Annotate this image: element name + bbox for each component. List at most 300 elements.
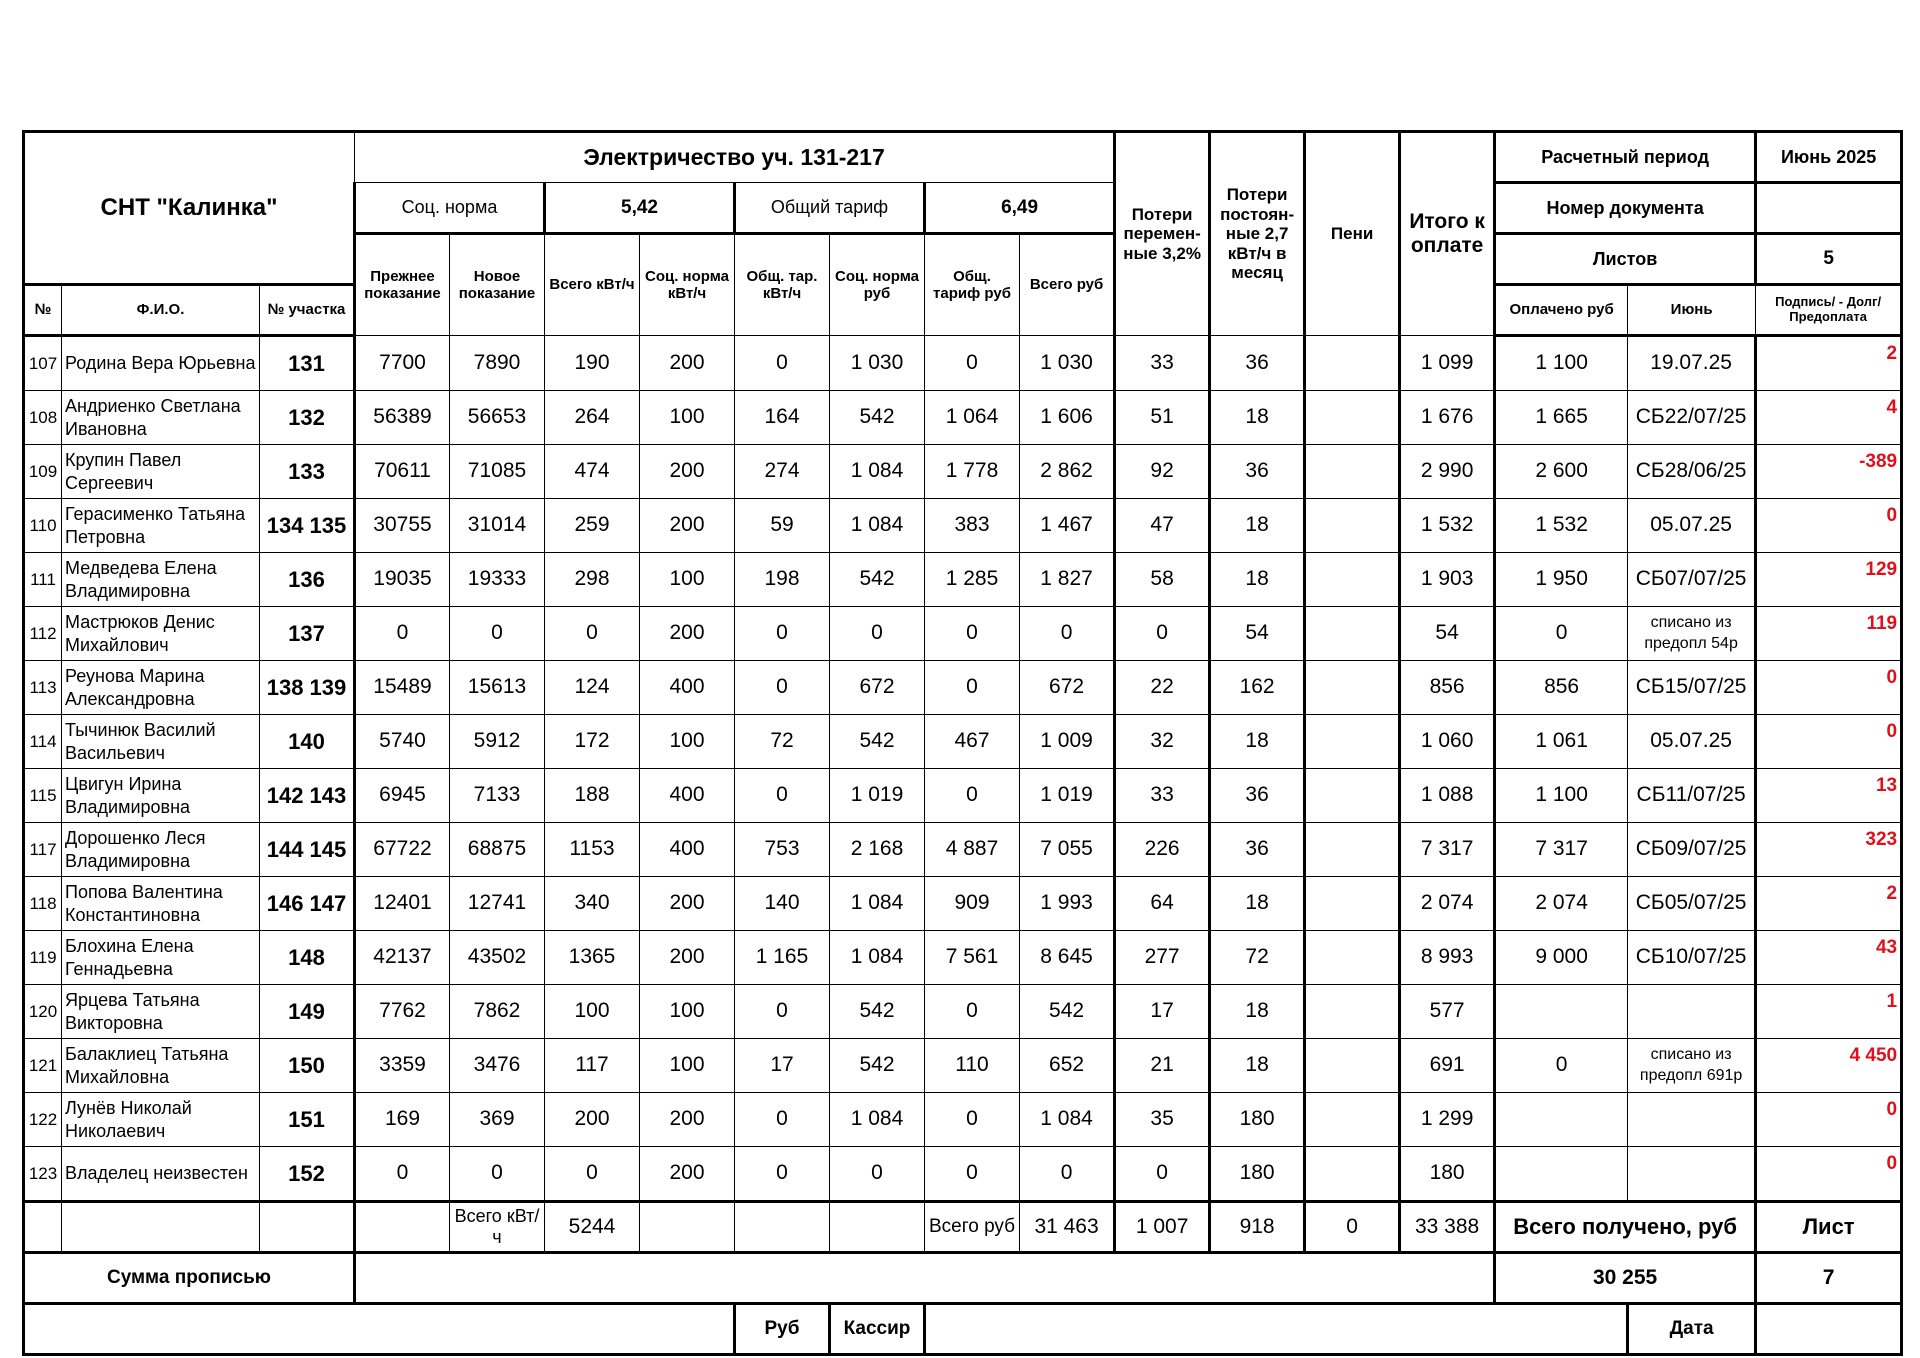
sum-words-value: [355, 1253, 1495, 1304]
table-row: [24, 445, 1902, 499]
prev-reading: 19035: [355, 553, 450, 607]
loss-var: 32: [1115, 715, 1210, 769]
total-kwh: 124: [545, 661, 640, 715]
gen-rub: 0: [925, 985, 1020, 1039]
col-sign: Подпись/ - Долг/Предоплата: [1756, 285, 1902, 336]
owner-name: Блохина Елена Геннадьевна: [62, 931, 260, 985]
plot-number: 133: [260, 445, 355, 499]
penalty: [1305, 931, 1400, 985]
owner-name: Ярцева Татьяна Викторовна: [62, 985, 260, 1039]
row-number: 109: [24, 445, 62, 499]
totals-penalty: 0: [1305, 1202, 1400, 1253]
balance: 0: [1756, 715, 1902, 769]
loss-var: 35: [1115, 1093, 1210, 1147]
gen-rub: 0: [925, 607, 1020, 661]
owner-name: Крупин Павел Сергеевич: [62, 445, 260, 499]
plot-number: 137: [260, 607, 355, 661]
new-reading: 12741: [450, 877, 545, 931]
soc-rub: 2 168: [830, 823, 925, 877]
prev-reading: 169: [355, 1093, 450, 1147]
paid-rub: 9 000: [1495, 931, 1628, 985]
total-kwh: 190: [545, 336, 640, 391]
soc-kwh: 100: [640, 391, 735, 445]
total-rub: 1 084: [1020, 1093, 1115, 1147]
total-kwh: 259: [545, 499, 640, 553]
table-row: [24, 661, 1902, 715]
soc-rub: 1 030: [830, 336, 925, 391]
prev-reading: 67722: [355, 823, 450, 877]
col-plot: № участка: [260, 285, 355, 336]
penalty: [1305, 391, 1400, 445]
payment-note: СБ11/07/25: [1628, 769, 1756, 823]
table-row: [24, 391, 1902, 445]
loss-const: 18: [1210, 1039, 1305, 1093]
balance: 129: [1756, 553, 1902, 607]
rub-label: Руб: [735, 1304, 830, 1355]
soc-rub: 1 019: [830, 769, 925, 823]
soc-kwh: 400: [640, 823, 735, 877]
tariff-value: 6,49: [925, 183, 1115, 234]
gen-kwh: 59: [735, 499, 830, 553]
loss-const: 72: [1210, 931, 1305, 985]
total-rub: 1 993: [1020, 877, 1115, 931]
new-reading: 19333: [450, 553, 545, 607]
penalty: [1305, 607, 1400, 661]
col-total-due: Итого к оплате: [1400, 132, 1495, 336]
total-kwh: 117: [545, 1039, 640, 1093]
paid-rub: 0: [1495, 607, 1628, 661]
penalty: [1305, 985, 1400, 1039]
totals-loss-var: 1 007: [1115, 1202, 1210, 1253]
table-row: [24, 499, 1902, 553]
total-due: 577: [1400, 985, 1495, 1039]
soc-rub: 542: [830, 715, 925, 769]
owner-name: Балаклиец Татьяна Михайловна: [62, 1039, 260, 1093]
balance: 4: [1756, 391, 1902, 445]
owner-name: Лунёв Николай Николаевич: [62, 1093, 260, 1147]
gen-rub: 7 561: [925, 931, 1020, 985]
soc-rub: 0: [830, 607, 925, 661]
total-due: 1 099: [1400, 336, 1495, 391]
total-kwh: 172: [545, 715, 640, 769]
balance: 0: [1756, 499, 1902, 553]
gen-kwh: 0: [735, 661, 830, 715]
table-row: [24, 1093, 1902, 1147]
period-value: Июнь 2025: [1756, 132, 1902, 183]
balance: 1: [1756, 985, 1902, 1039]
owner-name: Тычинюк Василий Васильевич: [62, 715, 260, 769]
row-number: 115: [24, 769, 62, 823]
total-rub: 1 827: [1020, 553, 1115, 607]
loss-const: 18: [1210, 391, 1305, 445]
col-losses-var: Потери перемен-ные 3,2%: [1115, 132, 1210, 336]
plot-number: 146 147: [260, 877, 355, 931]
total-rub: 0: [1020, 607, 1115, 661]
balance: 13: [1756, 769, 1902, 823]
prev-reading: 42137: [355, 931, 450, 985]
paid-rub: 2 074: [1495, 877, 1628, 931]
payment-note: СБ22/07/25: [1628, 391, 1756, 445]
loss-var: 0: [1115, 1147, 1210, 1202]
penalty: [1305, 715, 1400, 769]
prev-reading: 12401: [355, 877, 450, 931]
owner-name: Родина Вера Юрьевна: [62, 336, 260, 391]
loss-const: 36: [1210, 445, 1305, 499]
gen-rub: 1 778: [925, 445, 1020, 499]
row-number: 117: [24, 823, 62, 877]
plot-number: 151: [260, 1093, 355, 1147]
totals-rub-value: 31 463: [1020, 1202, 1115, 1253]
paid-rub: 1 665: [1495, 391, 1628, 445]
row-number: 119: [24, 931, 62, 985]
paid-rub: [1495, 1147, 1628, 1202]
gen-kwh: 0: [735, 769, 830, 823]
total-kwh: 100: [545, 985, 640, 1039]
table-row: [24, 1039, 1902, 1093]
total-due: 1 299: [1400, 1093, 1495, 1147]
col-soc-kwh: Соц. норма кВт/ч: [640, 234, 735, 336]
doc-number-label: Номер документа: [1495, 183, 1756, 234]
owner-name: Андриенко Светлана Ивановна: [62, 391, 260, 445]
total-due: 54: [1400, 607, 1495, 661]
penalty: [1305, 661, 1400, 715]
date-label: Дата: [1628, 1304, 1756, 1355]
gen-kwh: 164: [735, 391, 830, 445]
total-rub: 1 009: [1020, 715, 1115, 769]
penalty: [1305, 336, 1400, 391]
org-name: СНТ "Калинка": [24, 132, 355, 285]
plot-number: 148: [260, 931, 355, 985]
row-number: 118: [24, 877, 62, 931]
table-row: [24, 985, 1902, 1039]
doc-number-value: [1756, 183, 1902, 234]
totals-loss-const: 918: [1210, 1202, 1305, 1253]
gen-kwh: 274: [735, 445, 830, 499]
loss-const: 162: [1210, 661, 1305, 715]
soc-kwh: 200: [640, 931, 735, 985]
total-due: 1 532: [1400, 499, 1495, 553]
cashier-signature: [925, 1304, 1628, 1355]
statement-table: [22, 130, 1903, 1356]
col-total-rub: Всего руб: [1020, 234, 1115, 336]
owner-name: Медведева Елена Владимировна: [62, 553, 260, 607]
row-number: 122: [24, 1093, 62, 1147]
total-due: 856: [1400, 661, 1495, 715]
col-penalty: Пени: [1305, 132, 1400, 336]
loss-const: 54: [1210, 607, 1305, 661]
gen-rub: 909: [925, 877, 1020, 931]
total-due: 8 993: [1400, 931, 1495, 985]
col-losses-const: Потери постоян-ные 2,7 кВт/ч в месяц: [1210, 132, 1305, 336]
soc-kwh: 200: [640, 499, 735, 553]
total-due: 691: [1400, 1039, 1495, 1093]
prev-reading: 0: [355, 1147, 450, 1202]
total-due: 180: [1400, 1147, 1495, 1202]
date-value: [1756, 1304, 1902, 1355]
soc-rub: 542: [830, 1039, 925, 1093]
received-label: Всего получено, руб: [1495, 1202, 1756, 1253]
col-gen-kwh: Общ. тар. кВт/ч: [735, 234, 830, 336]
loss-var: 58: [1115, 553, 1210, 607]
new-reading: 7862: [450, 985, 545, 1039]
paid-rub: 1 061: [1495, 715, 1628, 769]
paid-rub: 856: [1495, 661, 1628, 715]
payment-note: списано из предопл 54р: [1628, 607, 1756, 661]
paid-rub: 7 317: [1495, 823, 1628, 877]
plot-number: 134 135: [260, 499, 355, 553]
total-kwh: 340: [545, 877, 640, 931]
col-month: Июнь: [1628, 285, 1756, 336]
loss-const: 36: [1210, 336, 1305, 391]
owner-name: Мастрюков Денис Михайлович: [62, 607, 260, 661]
soc-rub: 542: [830, 391, 925, 445]
col-paid: Оплачено руб: [1495, 285, 1628, 336]
soc-rub: 542: [830, 985, 925, 1039]
loss-var: 0: [1115, 607, 1210, 661]
plot-number: 149: [260, 985, 355, 1039]
plot-number: 144 145: [260, 823, 355, 877]
row-number: 108: [24, 391, 62, 445]
total-kwh: 1365: [545, 931, 640, 985]
plot-number: 142 143: [260, 769, 355, 823]
paid-rub: 1 950: [1495, 553, 1628, 607]
table-row: [24, 931, 1902, 985]
prev-reading: 70611: [355, 445, 450, 499]
tariff-label: Общий тариф: [735, 183, 925, 234]
loss-var: 226: [1115, 823, 1210, 877]
total-rub: 8 645: [1020, 931, 1115, 985]
owner-name: Дорошенко Леся Владимировна: [62, 823, 260, 877]
sheet-value: 7: [1756, 1253, 1902, 1304]
balance: 43: [1756, 931, 1902, 985]
total-due: 2 990: [1400, 445, 1495, 499]
new-reading: 31014: [450, 499, 545, 553]
soc-rub: 1 084: [830, 877, 925, 931]
total-kwh: 298: [545, 553, 640, 607]
total-kwh: 0: [545, 607, 640, 661]
gen-rub: 4 887: [925, 823, 1020, 877]
gen-kwh: 0: [735, 607, 830, 661]
total-kwh: 0: [545, 1147, 640, 1202]
owner-name: Цвигун Ирина Владимировна: [62, 769, 260, 823]
gen-kwh: 0: [735, 985, 830, 1039]
row-number: 107: [24, 336, 62, 391]
row-number: 110: [24, 499, 62, 553]
electricity-statement-sheet: [22, 130, 1900, 1340]
soc-rub: 1 084: [830, 931, 925, 985]
row-number: 121: [24, 1039, 62, 1093]
col-gen-rub: Общ. тариф руб: [925, 234, 1020, 336]
sum-row: [24, 1253, 1902, 1304]
soc-kwh: 400: [640, 769, 735, 823]
table-row: [24, 607, 1902, 661]
payment-note: СБ05/07/25: [1628, 877, 1756, 931]
soc-kwh: 100: [640, 553, 735, 607]
total-rub: 2 862: [1020, 445, 1115, 499]
soc-kwh: 100: [640, 1039, 735, 1093]
payment-note: СБ10/07/25: [1628, 931, 1756, 985]
prev-reading: 0: [355, 607, 450, 661]
row-number: 120: [24, 985, 62, 1039]
payment-note: 19.07.25: [1628, 336, 1756, 391]
new-reading: 3476: [450, 1039, 545, 1093]
total-rub: 1 467: [1020, 499, 1115, 553]
payment-note: 05.07.25: [1628, 499, 1756, 553]
soc-kwh: 200: [640, 1147, 735, 1202]
total-rub: 0: [1020, 1147, 1115, 1202]
gen-rub: 0: [925, 661, 1020, 715]
gen-kwh: 72: [735, 715, 830, 769]
soc-kwh: 100: [640, 985, 735, 1039]
loss-const: 18: [1210, 553, 1305, 607]
balance: 4 450: [1756, 1039, 1902, 1093]
penalty: [1305, 769, 1400, 823]
plot-number: 136: [260, 553, 355, 607]
loss-const: 36: [1210, 823, 1305, 877]
gen-kwh: 1 165: [735, 931, 830, 985]
gen-rub: 0: [925, 1147, 1020, 1202]
balance: 0: [1756, 1147, 1902, 1202]
table-row: [24, 336, 1902, 391]
loss-const: 18: [1210, 715, 1305, 769]
owner-name: Герасименко Татьяна Петровна: [62, 499, 260, 553]
period-label: Расчетный период: [1495, 132, 1756, 183]
paid-rub: [1495, 985, 1628, 1039]
penalty: [1305, 499, 1400, 553]
total-rub: 1 606: [1020, 391, 1115, 445]
loss-const: 18: [1210, 499, 1305, 553]
gen-rub: 467: [925, 715, 1020, 769]
total-kwh: 264: [545, 391, 640, 445]
prev-reading: 5740: [355, 715, 450, 769]
gen-kwh: 0: [735, 1093, 830, 1147]
loss-var: 33: [1115, 336, 1210, 391]
prev-reading: 7700: [355, 336, 450, 391]
owner-name: Попова Валентина Константиновна: [62, 877, 260, 931]
total-kwh: 200: [545, 1093, 640, 1147]
table-row: [24, 1147, 1902, 1202]
prev-reading: 6945: [355, 769, 450, 823]
new-reading: 5912: [450, 715, 545, 769]
penalty: [1305, 1039, 1400, 1093]
loss-var: 33: [1115, 769, 1210, 823]
cashier-label: Кассир: [830, 1304, 925, 1355]
prev-reading: 15489: [355, 661, 450, 715]
penalty: [1305, 877, 1400, 931]
payment-note: [1628, 1147, 1756, 1202]
prev-reading: 3359: [355, 1039, 450, 1093]
plot-number: 131: [260, 336, 355, 391]
gen-kwh: 0: [735, 1147, 830, 1202]
sheet-title: Электричество уч. 131-217: [355, 132, 1115, 183]
table-row: [24, 823, 1902, 877]
loss-const: 36: [1210, 769, 1305, 823]
gen-rub: 0: [925, 1093, 1020, 1147]
prev-reading: 7762: [355, 985, 450, 1039]
total-rub: 1 019: [1020, 769, 1115, 823]
gen-kwh: 0: [735, 336, 830, 391]
total-due: 2 074: [1400, 877, 1495, 931]
loss-var: 21: [1115, 1039, 1210, 1093]
total-rub: 542: [1020, 985, 1115, 1039]
sheets-value: 5: [1756, 234, 1902, 285]
prev-reading: 30755: [355, 499, 450, 553]
total-kwh: 474: [545, 445, 640, 499]
total-kwh: 188: [545, 769, 640, 823]
paid-rub: 1 100: [1495, 336, 1628, 391]
payment-note: СБ09/07/25: [1628, 823, 1756, 877]
totals-rub-label: Всего руб: [925, 1202, 1020, 1253]
payment-note: СБ07/07/25: [1628, 553, 1756, 607]
payment-note: 05.07.25: [1628, 715, 1756, 769]
loss-var: 51: [1115, 391, 1210, 445]
gen-rub: 1 285: [925, 553, 1020, 607]
gen-rub: 383: [925, 499, 1020, 553]
owner-name: Реунова Марина Александровна: [62, 661, 260, 715]
total-rub: 672: [1020, 661, 1115, 715]
table-row: [24, 769, 1902, 823]
owner-name: Владелец неизвестен: [62, 1147, 260, 1202]
total-due: 1 903: [1400, 553, 1495, 607]
paid-rub: 2 600: [1495, 445, 1628, 499]
penalty: [1305, 445, 1400, 499]
total-due: 1 060: [1400, 715, 1495, 769]
penalty: [1305, 553, 1400, 607]
col-no: №: [24, 285, 62, 336]
soc-kwh: 100: [640, 715, 735, 769]
penalty: [1305, 1147, 1400, 1202]
loss-var: 47: [1115, 499, 1210, 553]
total-due: 1 676: [1400, 391, 1495, 445]
plot-number: 150: [260, 1039, 355, 1093]
table-row: [24, 715, 1902, 769]
table-row: [24, 877, 1902, 931]
loss-const: 18: [1210, 877, 1305, 931]
plot-number: 132: [260, 391, 355, 445]
totals-row: [24, 1202, 1902, 1253]
soc-rub: 1 084: [830, 1093, 925, 1147]
totals-due: 33 388: [1400, 1202, 1495, 1253]
received-value: 30 255: [1495, 1253, 1756, 1304]
loss-const: 18: [1210, 985, 1305, 1039]
new-reading: 0: [450, 1147, 545, 1202]
payment-note: СБ15/07/25: [1628, 661, 1756, 715]
plot-number: 138 139: [260, 661, 355, 715]
new-reading: 0: [450, 607, 545, 661]
col-name: Ф.И.О.: [62, 285, 260, 336]
footer-row: [24, 1304, 1902, 1355]
payment-note: СБ28/06/25: [1628, 445, 1756, 499]
col-total-kwh: Всего кВт/ч: [545, 234, 640, 336]
soc-rub: 0: [830, 1147, 925, 1202]
new-reading: 56653: [450, 391, 545, 445]
soc-rub: 1 084: [830, 499, 925, 553]
loss-var: 92: [1115, 445, 1210, 499]
gen-rub: 110: [925, 1039, 1020, 1093]
paid-rub: 1 100: [1495, 769, 1628, 823]
row-number: 112: [24, 607, 62, 661]
gen-kwh: 17: [735, 1039, 830, 1093]
total-rub: 652: [1020, 1039, 1115, 1093]
new-reading: 43502: [450, 931, 545, 985]
gen-rub: 0: [925, 769, 1020, 823]
loss-const: 180: [1210, 1147, 1305, 1202]
rows-body: [24, 336, 1902, 1202]
payment-note: [1628, 1093, 1756, 1147]
total-kwh: 1153: [545, 823, 640, 877]
loss-const: 180: [1210, 1093, 1305, 1147]
row-number: 114: [24, 715, 62, 769]
